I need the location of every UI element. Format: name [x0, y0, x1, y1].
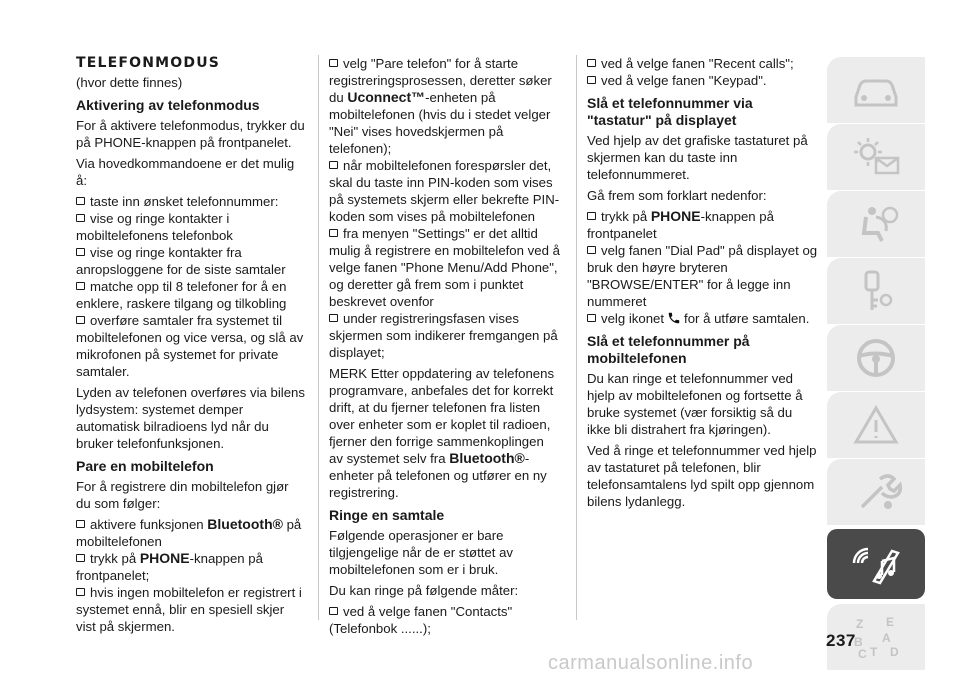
- column-1: [76, 55, 306, 639]
- bullet-item: når mobiltelefonen forespørsler det, skal du taste inn PIN-koden som vises på systemets skjerm eller bekrefte PIN-koden som vises på mobiltelefonen: [329, 158, 560, 224]
- paragraph: Ved hjelp av det grafiske tastaturet på skjermen kan du taste inn telefonnummeret.: [587, 133, 808, 182]
- bullet-item: ved å velge fanen "Contacts" (Telefonbok ......);: [329, 603, 561, 637]
- bullet-item: trykk på PHONE-knappen på frontpanelet: [587, 208, 819, 242]
- page-subtitle: (hvor dette finnes): [76, 75, 183, 90]
- svg-text:D: D: [890, 645, 899, 659]
- section-heading: Ringe en samtale: [329, 507, 445, 523]
- watermark-text: carmanualsonline.info: [548, 652, 754, 674]
- section-heading: Slå et telefonnummer via "tastatur" på displayet: [587, 95, 753, 128]
- seat-airbag-icon: [848, 201, 904, 247]
- note-paragraph: MERK Etter oppdatering av telefonens programvare, anbefales det for korrekt drift, at du fjerner telefonen fra listen over enheter som er koplet til radioen, fjerner den forrige sammenkoplingen av systemet selv fra Bluetooth®-enheter på telefonen og utfører en ny registrering.: [329, 366, 555, 500]
- phone-button-label: PHONE: [139, 550, 190, 566]
- chapter-tab[interactable]: [827, 459, 925, 525]
- paragraph: Følgende operasjoner er bare tilgjengelige når de er støttet av mobiltelefonen som er i bruk.: [329, 528, 513, 577]
- column-divider: [318, 55, 319, 620]
- warning-lights-icon: [848, 134, 904, 180]
- bullet-item: vise og ringe kontakter fra anropsloggene for de siste samtaler: [76, 244, 306, 278]
- svg-text:Z: Z: [856, 617, 864, 631]
- bullet-item: overføre samtaler fra systemet til mobiltelefonen og vice versa, og slå av mikrofonen på systemet for private samtaler.: [76, 312, 306, 380]
- bullet-item: ved å velge fanen "Recent calls";: [587, 55, 819, 72]
- bullet-item: vise og ringe kontakter i mobiltelefonens telefonbok: [76, 210, 306, 244]
- svg-text:C: C: [858, 647, 867, 660]
- paragraph: Via hovedkommandoene er det mulig å:: [76, 156, 295, 188]
- paragraph: Lyden av telefonen overføres via bilens lydsystem: systemet demper automatisk bilradioens lyd når du bruker telefonfunksjonen.: [76, 385, 305, 451]
- bullet-item: velg ikonet for å utføre samtalen.: [587, 310, 819, 327]
- phone-call-icon: [667, 311, 681, 325]
- chapter-tab[interactable]: [827, 258, 925, 324]
- multimedia-icon: [848, 541, 904, 587]
- phone-button-label: PHONE: [650, 208, 701, 224]
- chapter-tab[interactable]: [827, 392, 925, 458]
- bluetooth-brand: Bluetooth®: [449, 450, 525, 466]
- chapter-sidebar: [827, 57, 925, 671]
- paragraph: Du kan ringe på følgende måter:: [329, 583, 519, 598]
- chapter-tab[interactable]: [827, 325, 925, 391]
- bullet-item: ved å velge fanen "Keypad".: [587, 72, 819, 89]
- paragraph: Gå frem som forklart nedenfor:: [587, 188, 767, 203]
- key-icon: [848, 268, 904, 314]
- bullet-item: hvis ingen mobiltelefon er registrert i systemet ennå, blir en spesiell skjer vist på skjermen.: [76, 584, 306, 635]
- page-title: TELEFONMODUS: [76, 55, 221, 71]
- wrench-icon: [848, 469, 904, 515]
- paragraph: For å aktivere telefonmodus, trykker du på PHONE-knappen på frontpanelet.: [76, 118, 305, 150]
- bullet-item: under registreringsfasen vises skjermen som indikerer fremgangen på displayet;: [329, 310, 561, 361]
- paragraph: Du kan ringe et telefonnummer ved hjelp av mobiltelefonen og fortsette å bruke systemet (vær forsiktig så du ikke bli distrahert fra kjøringen).: [587, 371, 803, 437]
- svg-text:A: A: [882, 631, 891, 645]
- bullet-item: fra menyen "Settings" er det alltid mulig å registrere en mobiltelefon ved å velge fanen "Phone Menu/Add Phone", og deretter gå frem som i punktet beskrevet ovenfor: [329, 226, 560, 309]
- bullet-item: velg "Pare telefon" for å starte registreringsprosessen, deretter søker du Uconnect™-enheten på mobiltelefonen (hvis du i stedet velger "Nei" vises hovedskjermen på telefonen);: [329, 55, 561, 157]
- svg-text:B: B: [854, 635, 863, 649]
- bullet-item: velg fanen "Dial Pad" på displayet og bruk den høyre bryteren "BROWSE/ENTER" for å legge inn nummeret: [587, 243, 818, 309]
- section-heading: Aktivering av telefonmodus: [76, 97, 260, 113]
- steering-wheel-icon: [848, 335, 904, 381]
- chapter-tab-active[interactable]: [827, 529, 925, 599]
- paragraph: Ved å ringe et telefonnummer ved hjelp av tastaturet på telefonen, blir telefonsamtalens lyd spilt opp gjennom bilens lydanlegg.: [587, 443, 817, 509]
- column-2: [329, 55, 561, 641]
- index-icon: [848, 614, 904, 660]
- chapter-tab[interactable]: [827, 191, 925, 257]
- column-3: [587, 55, 819, 514]
- chapter-tab[interactable]: [827, 57, 925, 123]
- section-heading: Slå et telefonnummer på mobiltelefonen: [587, 333, 750, 366]
- column-divider: [576, 55, 577, 620]
- bullet-item: trykk på PHONE-knappen på frontpanelet;: [76, 550, 306, 584]
- chapter-tab[interactable]: [827, 124, 925, 190]
- svg-text:E: E: [886, 615, 895, 629]
- car-icon: [848, 67, 904, 113]
- svg-text:T: T: [870, 645, 878, 659]
- uconnect-brand: Uconnect™: [347, 89, 426, 105]
- bullet-item: aktivere funksjonen Bluetooth® på mobiltelefonen: [76, 516, 306, 550]
- bullet-item: taste inn ønsket telefonnummer:: [76, 193, 306, 210]
- bluetooth-brand: Bluetooth®: [207, 516, 283, 532]
- warning-triangle-icon: [848, 402, 904, 448]
- page-number: 237: [826, 631, 856, 650]
- bullet-item: matche opp til 8 telefoner for å en enklere, raskere tilgang og tilkobling: [76, 278, 306, 312]
- section-heading: Pare en mobiltelefon: [76, 458, 214, 474]
- paragraph: For å registrere din mobiltelefon gjør du som følger:: [76, 479, 289, 511]
